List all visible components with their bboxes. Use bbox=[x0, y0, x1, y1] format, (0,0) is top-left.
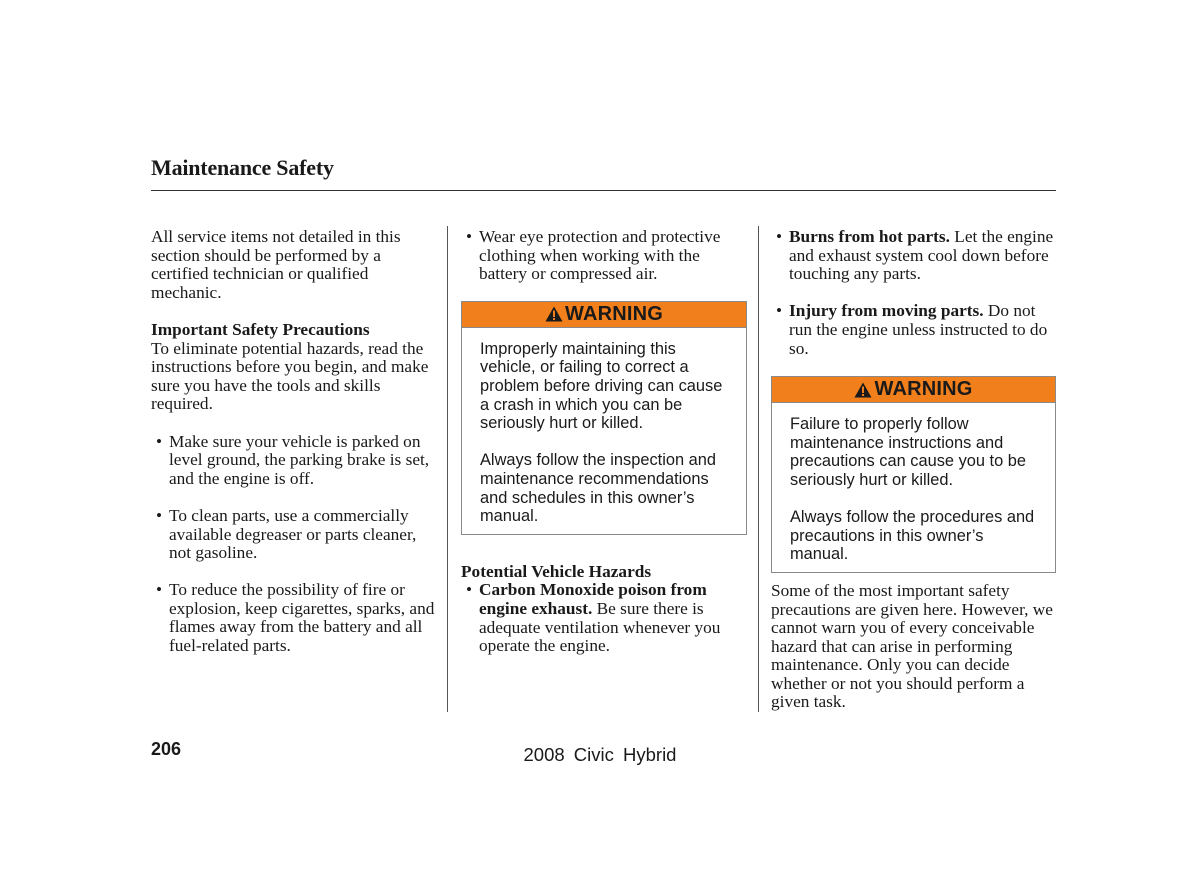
list-item: • Wear eye protection and protective clothing when working with the battery or compressed air. bbox=[466, 227, 721, 284]
precautions-intro: To eliminate potential hazards, read the instructions before you begin, and make sure you have the tools and skills required. bbox=[151, 338, 429, 414]
footer-title: 2008 Civic Hybrid bbox=[523, 744, 677, 765]
title-rule bbox=[151, 190, 1056, 191]
warning-label: WARNING bbox=[564, 302, 664, 325]
warning-body bbox=[772, 403, 1055, 572]
column-divider bbox=[447, 226, 448, 712]
warning-body bbox=[462, 328, 746, 534]
list-item: • Make sure your vehicle is parked on level ground, the parking brake is set, and the engine is off. bbox=[156, 431, 430, 488]
precautions-heading: Important Safety Precautions bbox=[151, 319, 370, 339]
list-item: • To reduce the possibility of fire or explosion, keep cigarettes, sparks, and flames away from the battery and all fuel-related parts. bbox=[156, 580, 435, 656]
warning-box bbox=[461, 301, 747, 535]
warning-text: Failure to properly follow maintenance instructions and precautions can cause you to be seriously hurt or killed. bbox=[790, 415, 1026, 489]
list-item: • Injury from moving parts. Do not run the engine unless instructed to do so. bbox=[776, 301, 1048, 358]
hazards-heading: Potential Vehicle Hazards bbox=[461, 561, 652, 581]
warning-header bbox=[772, 377, 1055, 403]
list-item: • Burns from hot parts. Let the engine and exhaust system cool down before touching any parts. bbox=[776, 227, 1054, 284]
warning-header bbox=[462, 302, 746, 328]
closing-paragraph: Some of the most important safety precautions are given here. However, we cannot warn you of every conceivable hazard that can arise in performing maintenance. Only you can decide whether or not you should perform a given task. bbox=[771, 580, 1053, 712]
page-number: 206 bbox=[151, 739, 182, 759]
warning-text: Improperly maintaining this vehicle, or failing to correct a problem before driving can cause a crash in which you can be seriously hurt or killed. bbox=[480, 339, 723, 433]
warning-text: Always follow the procedures and precautions in this owner’s manual. bbox=[790, 508, 1035, 564]
warning-text: Always follow the inspection and maintenance recommendations and schedules in this owner’s manual. bbox=[480, 451, 716, 526]
warning-triangle-icon bbox=[545, 306, 563, 322]
column-3 bbox=[771, 228, 1061, 712]
column-divider bbox=[758, 226, 759, 712]
warning-box bbox=[771, 376, 1056, 573]
column-1 bbox=[151, 228, 436, 656]
warning-label: WARNING bbox=[874, 378, 973, 401]
list-item: • To clean parts, use a commercially available degreaser or parts cleaner, not gasoline. bbox=[156, 505, 417, 563]
list-item: • Carbon Monoxide poison from engine exhaust. Be sure there is adequate ventilation whenever you operate the engine. bbox=[466, 580, 721, 656]
column-2 bbox=[461, 228, 749, 656]
warning-triangle-icon bbox=[854, 382, 872, 398]
intro-paragraph: All service items not detailed in this section should be performed by a certified technician or qualified mechanic. bbox=[151, 227, 401, 302]
page-title: Maintenance Safety bbox=[151, 155, 334, 180]
